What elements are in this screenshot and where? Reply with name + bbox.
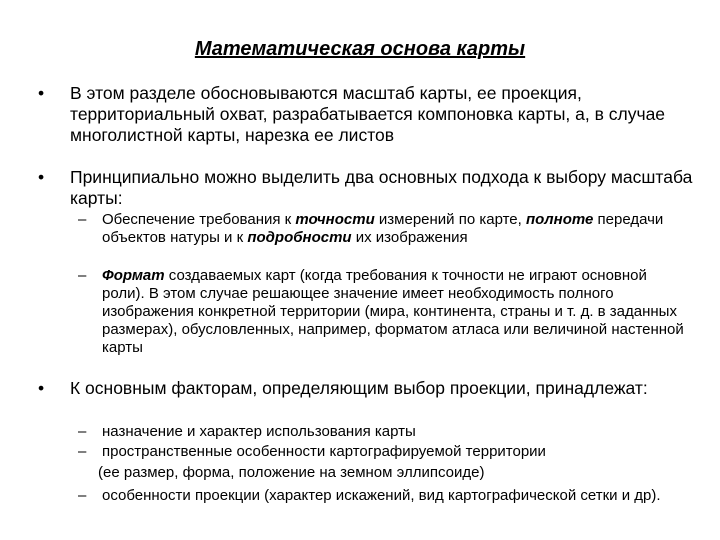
emphasis-completeness: полноте: [525, 211, 594, 228]
dash-marker: –: [78, 211, 87, 228]
sub-text: Формат создаваемых карт (когда требования к точности не играют основной роли). В этом случае решающее значение имеет необходимость полного изображения конкретной территории (мира, континента, страны и т. д. в заданных размерах), обусловленных, например, форматом атласа или величиной настенной карты: [102, 267, 684, 356]
emphasis-accuracy: точности: [295, 211, 375, 228]
sub-item: [78, 211, 688, 247]
sub-item: [78, 443, 688, 461]
bullet-marker: •: [38, 167, 45, 187]
slide-title: Математическая основа карты: [194, 38, 526, 60]
sub-text: назначение и характер использования карты: [102, 423, 416, 440]
bullet-text: Принципиально можно выделить два основных подхода к выбору масштаба карты:: [70, 167, 693, 208]
bullet-item: [38, 83, 710, 146]
dash-marker: –: [78, 443, 87, 460]
sub-item-continuation: [78, 464, 688, 482]
sub-item: [78, 423, 688, 441]
bullet-marker: •: [38, 83, 45, 103]
sub-item: [78, 487, 688, 505]
dash-marker: –: [78, 423, 87, 440]
bullet-text: В этом разделе обосновываются масштаб карты, ее проекция, территориальный охват, разрабатывается компоновка карты, а, в случае многолистной карты, нарезка ее листов: [70, 83, 666, 145]
bullet-item: [38, 167, 710, 209]
dash-marker: –: [78, 267, 87, 284]
emphasis-detail: подробности: [247, 229, 352, 246]
bullet-item: [38, 378, 710, 399]
bullet-text: К основным факторам, определяющим выбор проекции, принадлежат:: [70, 378, 648, 398]
dash-marker: –: [78, 487, 87, 504]
sub-text: (ее размер, форма, положение на земном эллипсоиде): [98, 464, 485, 481]
sub-text: особенности проекции (характер искажений, вид картографической сетки и др).: [102, 487, 661, 504]
sub-item: [78, 267, 688, 357]
emphasis-format: Формат: [102, 267, 165, 284]
sub-text: пространственные особенности картографируемой территории: [102, 443, 546, 460]
bullet-marker: •: [38, 378, 45, 398]
sub-text: Обеспечение требования к точности измерений по карте, полноте передачи объектов натуры и к подробности их изображения: [102, 211, 664, 246]
